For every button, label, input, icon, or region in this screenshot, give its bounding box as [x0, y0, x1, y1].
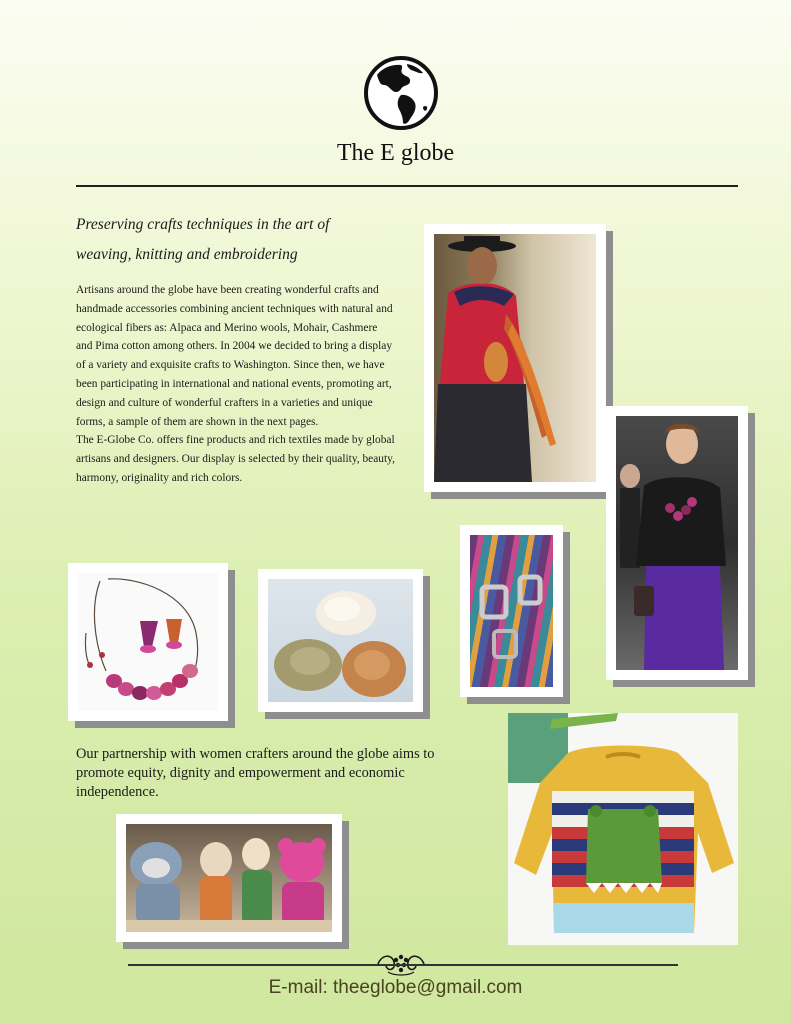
photo-frame-necklace [68, 563, 228, 721]
partnership-text: Our partnership with women crafters around the globe aims to promote equity, dignity and empowerment and economic independence. [76, 746, 435, 800]
fibers-photo [268, 579, 413, 702]
brand-name: The E globe [336, 140, 455, 166]
footer-divider [128, 964, 678, 966]
belts-photo [470, 535, 553, 687]
contact-email[interactable]: E-mail: theeglobe@gmail.com [268, 977, 523, 998]
intro-paragraph-1: Artisans around the globe have been creating wonderful crafts and handmade accessories combining ancient techniques with natural and ecological fibers as: Alpaca and Merino wools, Mohair, Cashmere and Pima cotton among others. In 2004 we decided to bring a display of a variety and exquisite crafts to Washington. Since then, we have been participating in international and national events, promoting art, design and culture of wonderful crafters in a varieties and unique forms, a sample of them are shown in the next pages. [76, 284, 393, 428]
photo-frame-spinner [424, 224, 606, 492]
subtitle [76, 210, 406, 270]
logo [363, 55, 439, 131]
spinner-photo [434, 234, 596, 482]
photo-frame-model [606, 406, 748, 680]
photo-frame-belts [460, 525, 563, 697]
intro-paragraph-2: The E-Globe Co. offers fine products and rich textiles made by global artisans and designers. Our display is selected by their quality, beauty, harmony, originality and rich colors. [76, 434, 395, 484]
photo-frame-fibers [258, 569, 423, 712]
globe-americas-icon [363, 55, 439, 131]
necklace-photo [78, 573, 218, 711]
toys-photo [126, 824, 332, 932]
sweater-photo [508, 713, 738, 945]
model-photo [616, 416, 738, 670]
subtitle-line-2: weaving, knitting and embroidering [76, 246, 298, 263]
subtitle-line-1: Preserving crafts techniques in the art of [76, 216, 330, 233]
footer-ornament [374, 948, 428, 978]
intro-text [76, 281, 396, 488]
flourish-ornament-icon [374, 948, 428, 978]
header-divider [76, 185, 738, 187]
photo-frame-toys [116, 814, 342, 942]
